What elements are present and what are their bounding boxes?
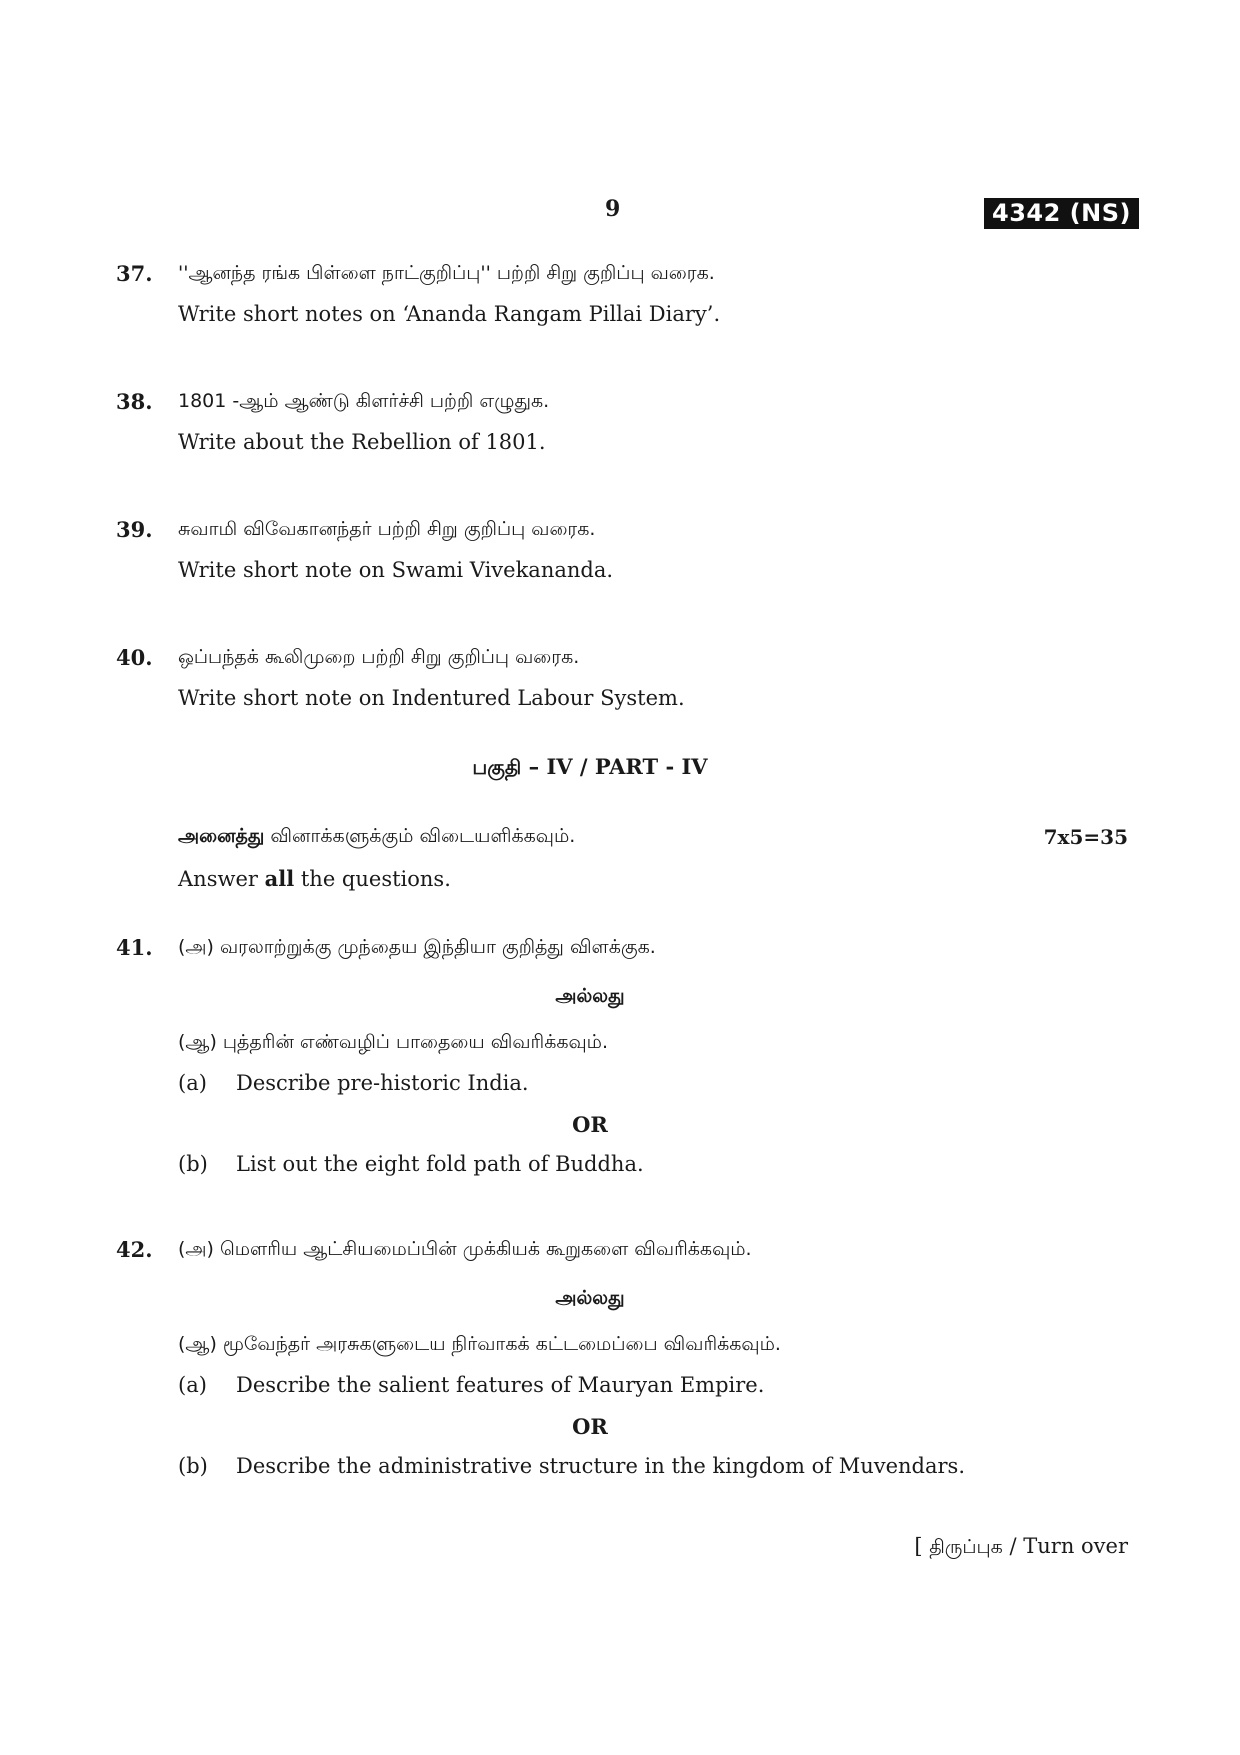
turn-over-bracket: [ [914, 1534, 923, 1558]
instruction-english-post: the questions. [300, 867, 451, 891]
instruction-tamil [178, 825, 575, 850]
instruction-english-pre: Answer [178, 867, 258, 891]
option-b-english: Describe the administrative structure in the kingdom of Muvendars. [236, 1454, 966, 1478]
question-text-tamil: சுவாமி விவேகானந்தர் பற்றி சிறு குறிப்பு வரைக. [178, 518, 596, 540]
option-a-english: Describe pre-historic India. [236, 1071, 529, 1095]
question-text-tamil: ''ஆனந்த ரங்க பிள்ளை நாட்குறிப்பு'' பற்றி சிறு குறிப்பு வரைக. [178, 262, 715, 284]
section-heading-tamil: பகுதி [472, 755, 522, 779]
instruction-english [178, 866, 451, 891]
marks-allocation: 7x5=35 [1043, 825, 1128, 849]
or-english: OR [572, 1414, 608, 1439]
option-a-label: (a) [178, 1071, 207, 1095]
instruction-english-emphasis: all [264, 866, 295, 891]
question-number: 37. [116, 261, 153, 286]
question-number: 38. [116, 389, 153, 414]
option-a-tamil: (அ) வரலாற்றுக்கு முந்தைய இந்தியா குறித்து விளக்குக. [178, 936, 656, 958]
option-a-tamil: (அ) மௌரிய ஆட்சியமைப்பின் முக்கியக் கூறுகளை விவரிக்கவும். [178, 1238, 752, 1260]
or-english: OR [572, 1112, 608, 1137]
instruction-tamil-text: வினாக்களுக்கும் விடையளிக்கவும். [270, 825, 576, 847]
question-text-tamil: 1801 -ஆம் ஆண்டு கிளர்ச்சி பற்றி எழுதுக. [178, 390, 550, 412]
option-b-tamil: (ஆ) மூவேந்தர் அரசுகளுடைய நிர்வாகக் கட்டமைப்பை விவரிக்கவும். [178, 1333, 781, 1355]
option-b-english: List out the eight fold path of Buddha. [236, 1152, 644, 1176]
or-tamil: அல்லது [555, 985, 625, 1007]
question-text-english: Write short note on Swami Vivekananda. [178, 558, 614, 582]
or-tamil: அல்லது [555, 1287, 625, 1309]
section-heading [0, 754, 1180, 782]
question-text-english: Write about the Rebellion of 1801. [178, 430, 546, 454]
option-b-tamil: (ஆ) புத்தரின் எண்வழிப் பாதையை விவரிக்கவும். [178, 1031, 609, 1053]
question-text-english: Write short notes on ‘Ananda Rangam Pillai Diary’. [178, 302, 721, 326]
turn-over-tamil: திருப்புக [929, 1536, 1003, 1558]
question-number: 40. [116, 645, 153, 670]
option-a-english: Describe the salient features of Mauryan Empire. [236, 1373, 765, 1397]
question-number: 42. [116, 1237, 153, 1262]
turn-over-english: / Turn over [1009, 1534, 1128, 1558]
section-heading-part: – IV / PART - IV [528, 754, 708, 779]
question-text-tamil: ஒப்பந்தக் கூலிமுறை பற்றி சிறு குறிப்பு வரைக. [178, 646, 580, 668]
paper-code-badge: 4342 (NS) [984, 198, 1139, 229]
instruction-tamil-emphasis: அனைத்து [178, 825, 265, 847]
question-number: 41. [116, 935, 153, 960]
question-number: 39. [116, 517, 153, 542]
page-number: 9 [605, 196, 621, 222]
turn-over-note [914, 1534, 1128, 1561]
question-text-english: Write short note on Indentured Labour System. [178, 686, 685, 710]
option-a-label: (a) [178, 1373, 207, 1397]
option-b-label: (b) [178, 1152, 208, 1176]
option-b-label: (b) [178, 1454, 208, 1478]
